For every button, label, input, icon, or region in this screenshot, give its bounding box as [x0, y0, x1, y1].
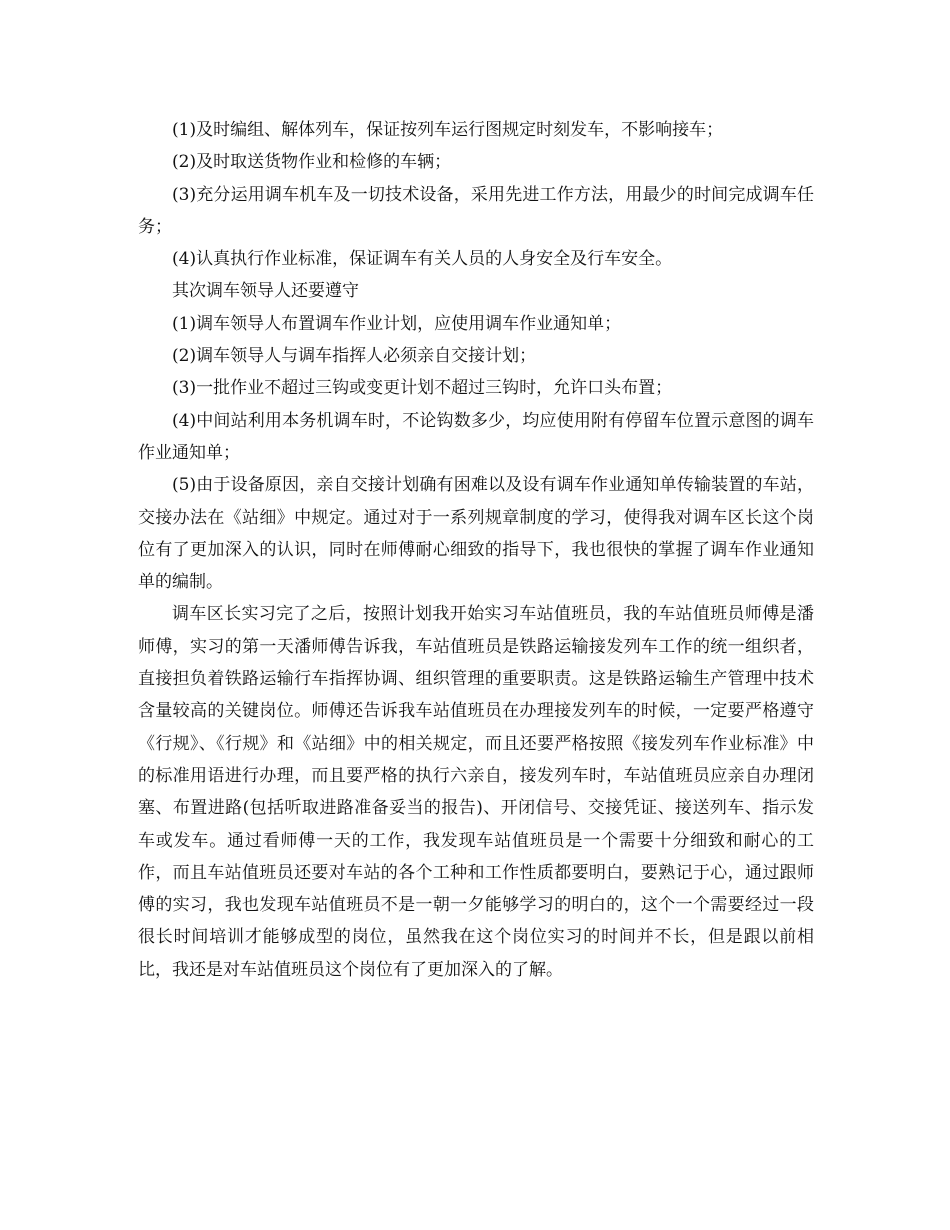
paragraph-10: (5)由于设备原因，亲自交接计划确有困难以及设有调车作业通知单传输装置的车站，交接办法在《站细》中规定。通过对于一系列规章制度的学习，使得我对调车区长这个岗位有了更加深入的认识，同时在师傅耐心细致的指导下，我也很快的掌握了调车作业通知单的编制。 — [138, 475, 814, 593]
paragraph-6: (1)调车领导人布置调车作业计划，应使用调车作业通知单； — [172, 313, 622, 334]
paragraph-4: (4)认真执行作业标准，保证调车有关人员的人身安全及行车安全。 — [172, 249, 673, 270]
paragraph-11: 调车区长实习完了之后，按照计划我开始实习车站值班员，我的车站值班员师傅是潘师傅，实习的第一天潘师傅告诉我，车站值班员是铁路运输接发列车工作的统一组织者，直接担负着铁路运输行车指挥协调、组织管理的重要职责。这是铁路运输生产管理中技术含量较高的关键岗位。师傅还告诉我车站值班员在办理接发列车的时候，一定要严格遵守《行规》、《行规》和《站细》中的相关规定，而且还要严格按照《接发列车作业标准》中的标准用语进行办理，而且要严格的执行六亲自，接发列车时，车站值班员应亲自办理闭塞、布置进路(包括听取进路准备妥当的报告)、开闭信号、交接凭证、接送列车、指示发车或发车。通过看师傅一天的工作，我发现车站值班员是一个需要十分细致和耐心的工作，而且车站值班员还要对车站的各个工种和工作性质都要明白，要熟记于心，通过跟师傅的实习，我也发现车站值班员不是一朝一夕能够学习的明白的，这个一个需要经过一段很长时间培训才能够成型的岗位，虽然我在这个岗位实习的时间并不长，但是跟以前相比，我还是对车站值班员这个岗位有了更加深入的了解。 — [138, 604, 814, 980]
paragraph-8: (3)一批作业不超过三钩或变更计划不超过三钩时，允许口头布置； — [172, 378, 673, 399]
paragraph-9: (4)中间站利用本务机调车时，不论钩数多少，均应使用附有停留车位置示意图的调车作业通知单； — [138, 410, 814, 463]
paragraph-5: 其次调车领导人还要遵守 — [172, 281, 359, 302]
paragraph-2: (2)及时取送货物作业和检修的车辆； — [172, 152, 452, 173]
paragraph-7: (2)调车领导人与调车指挥人必须亲自交接计划； — [172, 346, 537, 367]
paragraph-3: (3)充分运用调车机车及一切技术设备，采用先进工作方法，用最少的时间完成调车任务； — [138, 184, 814, 237]
paragraph-1: (1)及时编组、解体列车，保证按列车运行图规定时刻发车，不影响接车； — [172, 120, 724, 140]
document-body — [138, 114, 814, 986]
